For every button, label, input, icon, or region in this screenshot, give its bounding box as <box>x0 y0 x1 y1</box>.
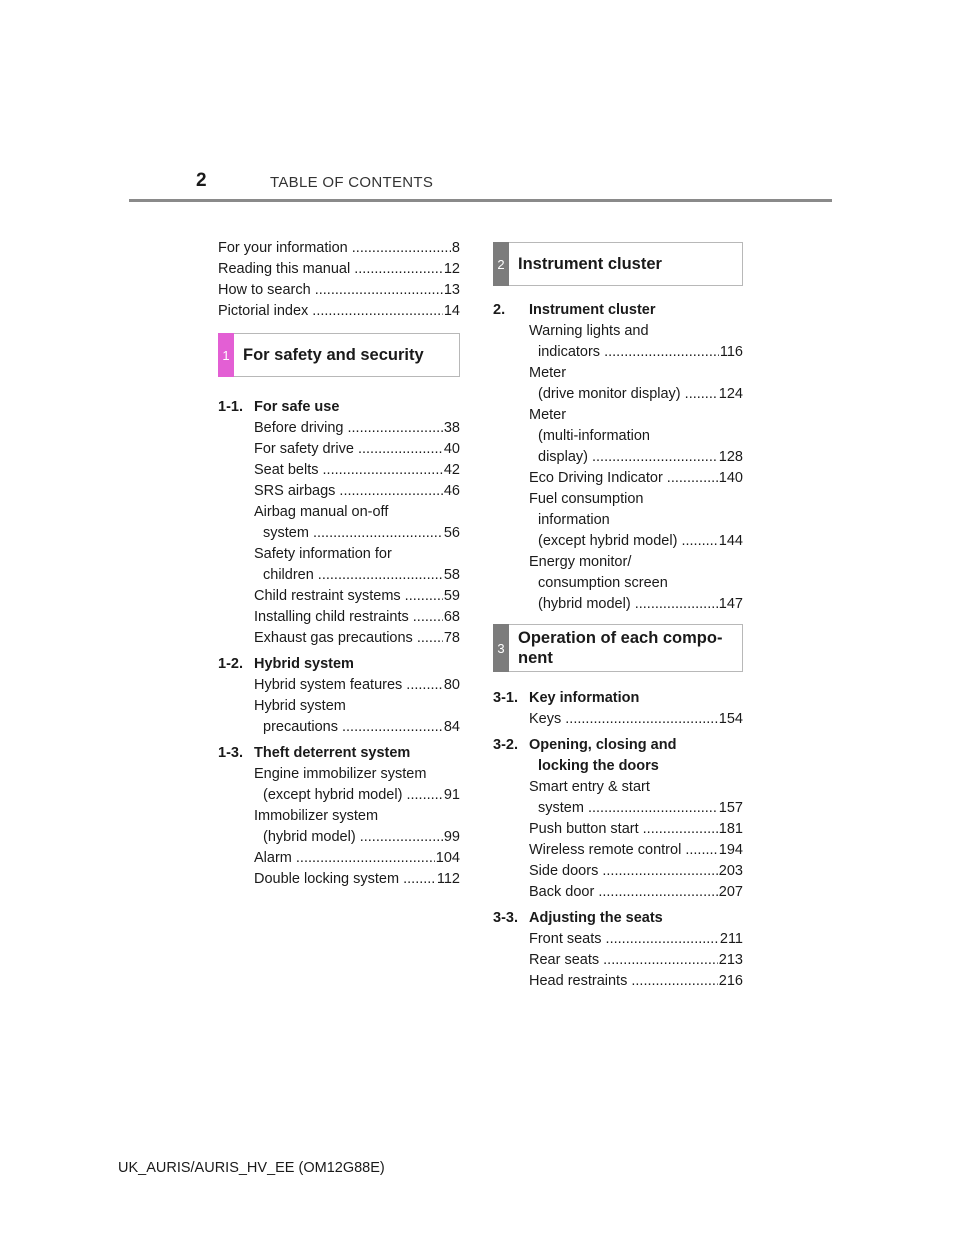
toc-entry[interactable] <box>218 238 460 259</box>
toc-entry-row <box>529 594 743 615</box>
toc-entry[interactable] <box>254 869 460 890</box>
toc-entry-title: precautions ..... <box>263 717 443 738</box>
toc-entry-row <box>254 628 460 649</box>
toc-entry[interactable] <box>529 363 743 405</box>
toc-entry-page: 13 <box>443 282 460 298</box>
toc-entry[interactable] <box>529 777 743 819</box>
section-items <box>218 418 460 649</box>
toc-entry-title: system ..... <box>263 523 443 544</box>
toc-entry[interactable] <box>254 544 460 586</box>
toc-entry-row <box>254 869 460 890</box>
toc-entry-title-line: Hybrid system <box>254 698 346 714</box>
toc-entry-page: 116 <box>719 344 743 360</box>
toc-entry-row <box>254 586 460 607</box>
toc-entry[interactable] <box>529 929 743 950</box>
toc-entry-title-line: information <box>538 512 610 528</box>
section-name-line: locking the doors <box>538 758 659 774</box>
toc-entry-title: Keys ..... <box>529 709 718 730</box>
toc-entry[interactable] <box>529 971 743 992</box>
toc-entry[interactable] <box>529 468 743 489</box>
toc-entry-page: 128 <box>718 449 743 465</box>
toc-entry[interactable] <box>218 259 460 280</box>
toc-entry-title: Side doors ..... <box>529 861 718 882</box>
toc-entry-page: 124 <box>718 386 743 402</box>
toc-entry[interactable] <box>254 439 460 460</box>
toc-entry-page: 99 <box>443 829 460 845</box>
toc-entry-page: 112 <box>436 871 460 887</box>
toc-entry-row <box>529 840 743 861</box>
page-title: TABLE OF CONTENTS <box>270 174 434 191</box>
section-items <box>218 764 460 890</box>
toc-entry-title: (hybrid model) ..... <box>538 594 718 615</box>
section-name: Key information <box>529 690 640 706</box>
page-number: 2 <box>196 170 207 191</box>
intro-list <box>218 238 460 322</box>
toc-entry-title: Alarm ..... <box>254 848 435 869</box>
toc-entry-title: Head restraints ..... <box>529 971 718 992</box>
toc-entry-page: 8 <box>451 240 460 256</box>
section-name: Hybrid system <box>254 656 354 672</box>
section-name: For safe use <box>254 399 340 415</box>
toc-entry-title: Wireless remote control ..... <box>529 840 718 861</box>
section-heading[interactable] <box>493 908 743 929</box>
toc-entry-row <box>254 675 460 696</box>
toc-entry[interactable] <box>529 840 743 861</box>
toc-entry-row <box>529 531 743 552</box>
section-number: 3-1. <box>493 690 518 706</box>
toc-entry-row <box>529 384 743 405</box>
section-heading[interactable] <box>493 300 743 321</box>
toc-entry-row <box>529 342 743 363</box>
section-name: Instrument cluster <box>529 302 656 318</box>
toc-entry-title: Rear seats ..... <box>529 950 718 971</box>
toc-entry-title: system ..... <box>538 798 718 819</box>
toc-entry-page: 194 <box>718 842 743 858</box>
toc-entry-page: 12 <box>443 261 460 277</box>
section-heading[interactable] <box>218 397 460 418</box>
section-items <box>493 321 743 615</box>
toc-entry-page: 78 <box>443 630 460 646</box>
toc-entry-title: For your information ..... <box>218 238 451 259</box>
toc-entry-title: Front seats ..... <box>529 929 719 950</box>
toc-entry[interactable] <box>529 861 743 882</box>
chapter-header[interactable] <box>493 624 743 672</box>
toc-entry-row <box>529 468 743 489</box>
toc-entry-title: Reading this manual ..... <box>218 259 443 280</box>
toc-entry-title: Pictorial index ..... <box>218 301 443 322</box>
toc-entry[interactable] <box>254 764 460 806</box>
toc-entry[interactable] <box>218 280 460 301</box>
toc-entry-page: 80 <box>443 677 460 693</box>
toc-entry-title-line: Fuel consumption <box>529 491 644 507</box>
toc-entry-title: Seat belts ..... <box>254 460 443 481</box>
toc-entry-title: For safety drive ..... <box>254 439 443 460</box>
toc-entry-title: Child restraint systems ..... <box>254 586 443 607</box>
toc-entry-row <box>254 607 460 628</box>
toc-entry-row <box>254 523 460 544</box>
toc-entry-page: 181 <box>718 821 743 837</box>
chapter-header[interactable] <box>493 242 743 286</box>
toc-entry-title-line: Engine immobilizer system <box>254 766 427 782</box>
chapter-title: Instrument cluster <box>518 255 662 273</box>
toc-entry-title: Double locking system ..... <box>254 869 436 890</box>
toc-entry[interactable] <box>254 675 460 696</box>
toc-entry-title: Hybrid system features ..... <box>254 675 443 696</box>
section-number: 1-1. <box>218 399 243 415</box>
chapter-3 <box>493 624 743 992</box>
toc-entry-title: Before driving ..... <box>254 418 443 439</box>
toc-entry-row <box>254 827 460 848</box>
toc-entry-row <box>529 971 743 992</box>
toc-entry[interactable] <box>254 481 460 502</box>
toc-entry-title: Back door ..... <box>529 882 718 903</box>
chapter-title-line: nent <box>518 649 553 667</box>
toc-entry-page: 84 <box>443 719 460 735</box>
toc-entry-title-line: Airbag manual on-off <box>254 504 389 520</box>
toc-entry-page: 211 <box>719 931 743 947</box>
toc-entry-row <box>254 848 460 869</box>
toc-entry-row <box>254 565 460 586</box>
toc-entry-title-line: Safety information for <box>254 546 392 562</box>
toc-column-right <box>493 242 743 992</box>
toc-entry-row <box>254 481 460 502</box>
section-number: 3-3. <box>493 910 518 926</box>
toc-entry-title: Push button start ..... <box>529 819 718 840</box>
toc-entry-page: 207 <box>718 884 743 900</box>
toc-entry-page: 154 <box>718 711 743 727</box>
toc-entry-page: 213 <box>718 952 743 968</box>
toc-entry-row <box>254 418 460 439</box>
toc-entry-page: 40 <box>443 441 460 457</box>
section-items <box>493 929 743 992</box>
section-number: 2. <box>493 302 506 318</box>
toc-entry-title: (hybrid model) ..... <box>263 827 443 848</box>
toc-entry-row <box>529 861 743 882</box>
section-heading[interactable] <box>218 743 460 764</box>
toc-entry-row <box>254 460 460 481</box>
toc-entry-title-line: Meter <box>529 407 567 423</box>
toc-entry-title-line: (multi-information <box>538 428 650 444</box>
section-items <box>493 777 743 903</box>
toc-entry[interactable] <box>254 806 460 848</box>
toc-entry[interactable] <box>254 628 460 649</box>
chapter-tab-number: 3 <box>493 624 509 672</box>
toc-entry-title: How to search ..... <box>218 280 443 301</box>
toc-entry-page: 216 <box>718 973 743 989</box>
toc-entry-title: (drive monitor display) ..... <box>538 384 718 405</box>
toc-entry-title: Exhaust gas precautions ..... <box>254 628 443 649</box>
chapter-title: For safety and security <box>243 346 424 364</box>
section-items <box>493 709 743 730</box>
toc-entry[interactable] <box>529 552 743 615</box>
section-number: 3-2. <box>493 737 518 753</box>
toc-column-left <box>218 238 460 890</box>
toc-entry-page: 56 <box>443 525 460 541</box>
chapter-1 <box>218 333 460 890</box>
toc-entry-page: 203 <box>718 863 743 879</box>
toc-entry[interactable] <box>529 819 743 840</box>
toc-entry-title-line: Smart entry & start <box>529 779 650 795</box>
toc-entry-row <box>529 929 743 950</box>
section-name: Adjusting the seats <box>529 910 663 926</box>
toc-entry-page: 14 <box>443 303 460 319</box>
toc-entry-row <box>529 447 743 468</box>
section-items <box>218 675 460 738</box>
section-heading[interactable] <box>493 735 743 777</box>
toc-entry-row <box>254 785 460 806</box>
chapter-tab-number: 1 <box>218 333 234 377</box>
toc-entry-row <box>529 709 743 730</box>
section-name <box>529 735 743 777</box>
toc-entry-page: 140 <box>718 470 743 486</box>
toc-entry[interactable] <box>254 460 460 481</box>
chapter-title <box>494 628 722 668</box>
toc-entry[interactable] <box>529 405 743 468</box>
toc-entry-row <box>529 882 743 903</box>
toc-entry-row <box>254 717 460 738</box>
toc-entry[interactable] <box>254 696 460 738</box>
toc-entry-title: Installing child restraints ..... <box>254 607 443 628</box>
toc-entry[interactable] <box>254 586 460 607</box>
toc-entry-page: 144 <box>718 533 743 549</box>
toc-entry-page: 147 <box>718 596 743 612</box>
toc-entry-page: 42 <box>443 462 460 478</box>
toc-entry-page: 91 <box>443 787 460 803</box>
section-heading[interactable] <box>493 688 743 709</box>
toc-entry-title: indicators ..... <box>538 342 719 363</box>
chapter-2 <box>493 242 743 615</box>
toc-entry[interactable] <box>529 950 743 971</box>
toc-entry-title: Eco Driving Indicator ..... <box>529 468 718 489</box>
toc-entry-title: SRS airbags ..... <box>254 481 443 502</box>
toc-entry-page: 104 <box>435 850 460 866</box>
toc-entry-page: 68 <box>443 609 460 625</box>
chapter-header[interactable] <box>218 333 460 377</box>
toc-entry-row <box>254 439 460 460</box>
toc-entry[interactable] <box>254 502 460 544</box>
toc-entry-title: (except hybrid model) ..... <box>538 531 718 552</box>
toc-entry[interactable] <box>254 848 460 869</box>
page-footer: UK_AURIS/AURIS_HV_EE (OM12G88E) <box>118 1160 385 1176</box>
toc-entry-page: 58 <box>443 567 460 583</box>
chapter-title-line: Operation of each compo- <box>518 629 723 647</box>
toc-entry-page: 59 <box>443 588 460 604</box>
section-number: 1-3. <box>218 745 243 761</box>
section-number: 1-2. <box>218 656 243 672</box>
toc-entry-row <box>529 798 743 819</box>
toc-entry-title-line: Meter <box>529 365 567 381</box>
toc-entry-title-line: Immobilizer system <box>254 808 379 824</box>
toc-entry-page: 157 <box>718 800 743 816</box>
section-name-line: Opening, closing and <box>529 737 677 753</box>
toc-entry[interactable] <box>529 489 743 552</box>
toc-entry[interactable] <box>218 301 460 322</box>
toc-entry-title-line: consumption screen <box>538 575 668 591</box>
toc-entry-title: (except hybrid model) ..... <box>263 785 443 806</box>
chapter-tab-number: 2 <box>493 242 509 286</box>
toc-entry-title-line: Warning lights and <box>529 323 649 339</box>
toc-entry[interactable] <box>529 882 743 903</box>
toc-entry-title-line: Energy monitor/ <box>529 554 632 570</box>
section-name: Theft deterrent system <box>254 745 411 761</box>
toc-entry-page: 38 <box>443 420 460 436</box>
toc-entry[interactable] <box>254 418 460 439</box>
section-heading[interactable] <box>218 654 460 675</box>
toc-entry-title: children ..... <box>263 565 443 586</box>
toc-entry-title: display) ..... <box>538 447 718 468</box>
toc-entry-page: 46 <box>443 483 460 499</box>
header-divider <box>129 199 832 202</box>
toc-entry-row <box>529 950 743 971</box>
toc-entry-row <box>529 819 743 840</box>
toc-entry[interactable] <box>529 321 743 363</box>
toc-entry[interactable] <box>529 709 743 730</box>
toc-entry[interactable] <box>254 607 460 628</box>
